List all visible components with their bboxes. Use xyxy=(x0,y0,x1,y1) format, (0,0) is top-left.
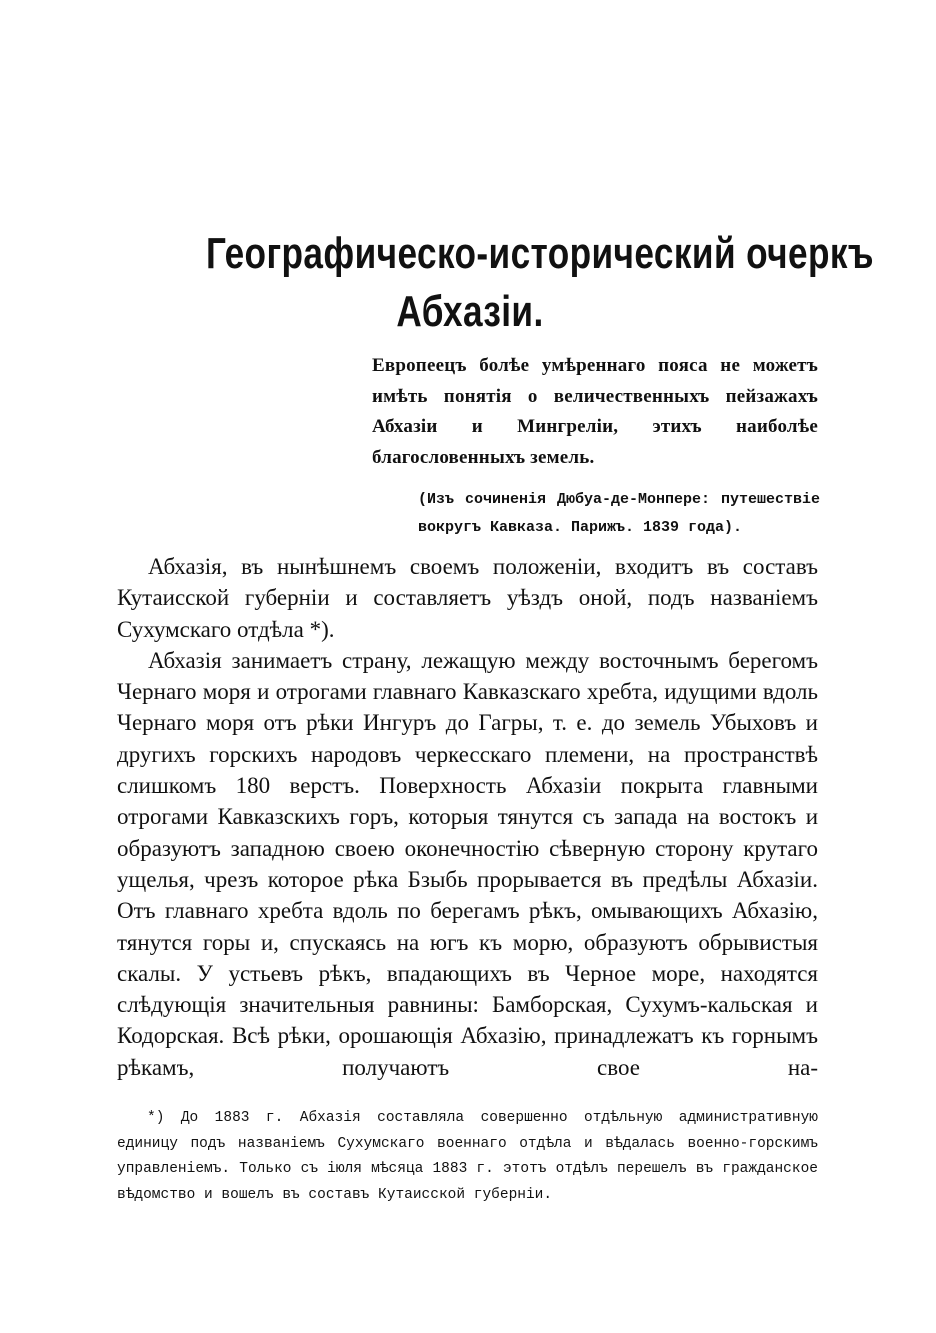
footnote-text: *) До 1883 г. Абхазія составляла совершенно отдѣльную административную единицу подъ названіемъ Сухумскаго военнаго отдѣла и вѣдалась военно-горскимъ управленіемъ. Только съ іюля мѣсяца 1883 г. этотъ отдѣлъ перешелъ въ гражданское вѣдомство и вошелъ въ составъ Кутаисской губерніи. xyxy=(117,1110,818,1203)
epigraph-text: Европеецъ болѣе умѣреннаго пояса не можетъ имѣть понятія о величественныхъ пейзажахъ Абхазіи и Мингреліи, этихъ наиболѣе благословенныхъ земель. xyxy=(372,355,818,468)
footnote xyxy=(117,1106,818,1208)
page-title-line-2: Абхазіи. xyxy=(396,287,544,336)
page-title-line-1: Географическо-исторический очеркъ xyxy=(206,229,874,278)
body-text xyxy=(117,551,818,1083)
epigraph-source: (Изъ сочиненія Дюбуа-де-Монпере: путешествіе вокругъ Кавказа. Парижъ. 1839 года). xyxy=(418,491,820,536)
paragraph-1: Абхазія, въ нынѣшнемъ своемъ положеніи, входитъ въ составъ Кутаисской губерніи и составляетъ уѣздъ оной, подъ названіемъ Сухумскаго отдѣла *). xyxy=(117,554,818,642)
paragraph-2: Абхазія занимаетъ страну, лежащую между восточнымъ берегомъ Чернаго моря и отрогами главнаго Кавказскаго хребта, идущими вдоль Чернаго моря отъ рѣки Ингуръ до Гагры, т. е. до земель Убыховъ и другихъ горскихъ народовъ черкесскаго племени, на пространствѣ слишкомъ 180 верстъ. Поверхность Абхазіи покрыта главными отрогами Кавказскихъ горъ, которыя тянутся съ запада на востокъ и образуютъ западною своею оконечностію сѣверную сторону крутаго ущелья, чрезъ которое рѣка Бзыбь прорывается въ предѣлы Абхазіи. Отъ главнаго хребта вдоль по берегамъ рѣкъ, омывающихъ Абхазію, тянутся горы и, спускаясь на югъ къ морю, образуютъ обрывистыя скалы. У устьевъ рѣкъ, впадающихъ въ Черное море, находятся слѣдующія значительныя равнины: Бамборская, Сухумъ-кальская и Кодорская. Всѣ рѣки, орошающія Абхазію, принадлежатъ къ горнымъ рѣкамъ, получаютъ свое на- xyxy=(117,647,818,1080)
